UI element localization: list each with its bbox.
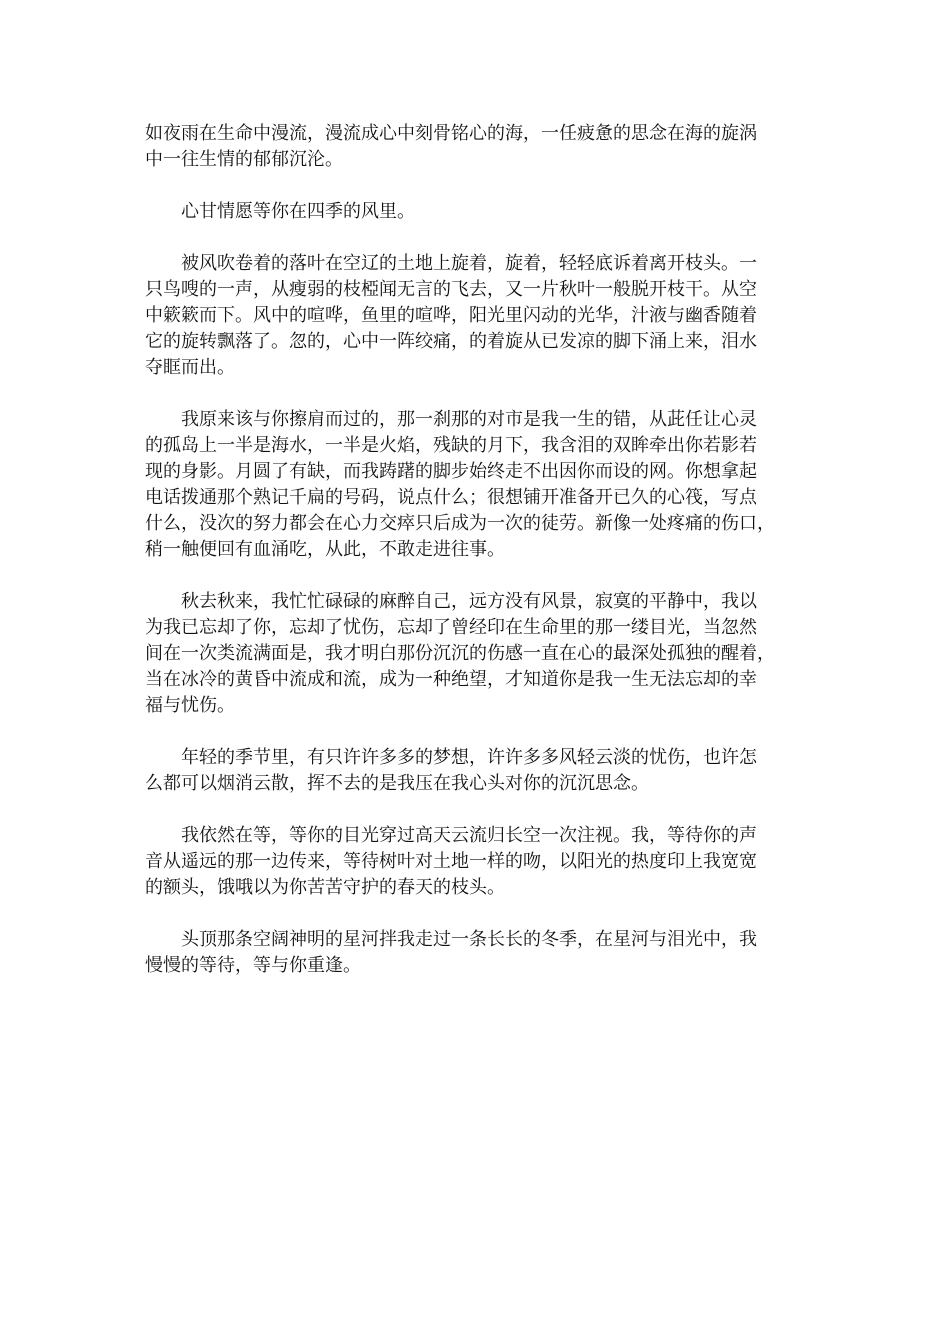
paragraph-6: 年轻的季节里，有只许许多多的梦想，许许多多风轻云淡的忧伤，也许怎 么都可以烟消云散，挥不去的是我压在我心头对你的沉沉思念。 (145, 747, 757, 794)
paragraph-1: 如夜雨在生命中漫流，漫流成心中刻骨铭心的海，一任疲惫的思念在海的旋涡 中一往生情的郁郁沉沦。 (145, 123, 757, 170)
paragraph-2: 心甘情愿等你在四季的风里。 (145, 201, 415, 222)
paragraph-5: 秋去秋来，我忙忙碌碌的麻醉自己，远方没有风景，寂寞的平静中，我以 为我已忘却了你，忘却了忧伤，忘却了曾经印在生命里的那一缕目光，当忽然 间在一次类流满面是，我才明白那份沉沉的伤感一直在心的最深处孤独的醒着， 当在冰冷的黄昏中流成和流，成为一种绝望，才知道你是我一生无法忘却的幸 福与忧伤。 (145, 591, 775, 716)
document-body (145, 121, 810, 1005)
paragraph-8: 头顶那条空阔神明的星河拌我走过一条长长的冬季，在星河与泪光中，我 慢慢的等待，等与你重逢。 (145, 929, 757, 976)
paragraph-4: 我原来该与你擦肩而过的，那一刹那的对市是我一生的错，从茈任让心灵 的孤岛上一半是海水，一半是火焰，残缺的月下，我含泪的双眸牵出你若影若 现的身影。月圆了有缺，而我踌躇的脚步始终走不出因你而设的网。你想拿起 电话拨通那个熟记千扁的号码，说点什么；很想铺开准备开已久的心筏，写点 什么，没次的努力都会在心力交瘁只后成为一次的徒劳。新像一处疼痛的伤口， 稍一触便回有血涌吃，从此，不敢走进往事。 (145, 409, 775, 560)
paragraph-7: 我依然在等，等你的目光穿过高天云流归长空一次注视。我，等待你的声 音从遥远的那一边传来，等待树叶对土地一样的吻，以阳光的热度印上我宽宽 的额头，饿哦以为你苦苦守护的春天的枝头。 (145, 825, 757, 898)
paragraph-3: 被风吹卷着的落叶在空辽的土地上旋着，旋着，轻轻底诉着离开枝头。一 只鸟嗖的一声，从瘦弱的枝椏闻无言的飞去，又一片秋叶一般脱开枝干。从空 中簌簌而下。风中的喧哗，鱼里的喧哗，阳光里闪动的光华，汁液与幽香随着 它的旋转飘落了。忽的，心中一阵绞痛，的着旋从已发凉的脚下涌上来，泪水 夺眶而出。 (145, 253, 757, 378)
